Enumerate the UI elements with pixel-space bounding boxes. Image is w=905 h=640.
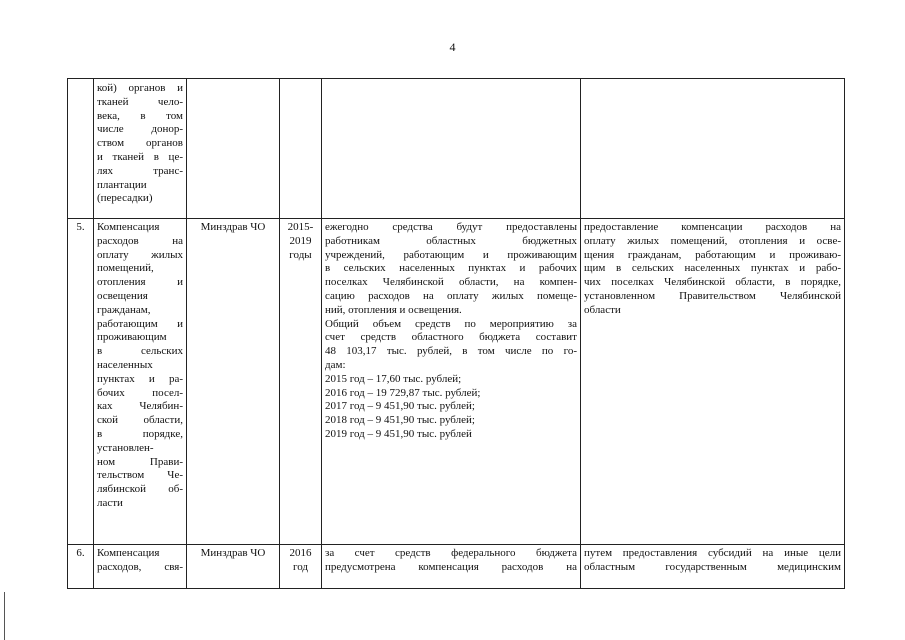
description-cell xyxy=(322,79,581,219)
text-line: пунктах и ра- xyxy=(97,372,183,385)
text-line: предусмотрена компенсация расходов на xyxy=(325,560,577,573)
text-line: ласти xyxy=(97,496,123,509)
text-line: освещения xyxy=(97,289,148,302)
executor-cell xyxy=(187,79,280,219)
result-cell xyxy=(581,545,845,589)
text-line: отопления и xyxy=(97,276,183,289)
text-line: лябинской об- xyxy=(97,483,183,496)
text-line: год xyxy=(292,560,309,573)
text-line: числе донор- xyxy=(97,123,183,136)
text-line: гражданам, xyxy=(97,303,151,316)
text-line: ежегодно средства будут предоставлены xyxy=(325,221,577,233)
text-line: работникам областных бюджетных xyxy=(325,234,577,247)
text-line: чих поселках Челябинской области, в порядке, xyxy=(584,276,841,289)
table-row-6 xyxy=(68,545,845,589)
text-line: установлен- xyxy=(97,441,154,454)
text-line: в сельских xyxy=(97,345,183,358)
text-line: кой) органов и xyxy=(97,82,183,94)
executor-cell: Минздрав ЧО xyxy=(187,219,280,545)
text-line: лях транс- xyxy=(97,164,183,177)
text-line: и тканей в це- xyxy=(97,150,183,163)
text-line: проживающим xyxy=(97,331,167,344)
table-row-continuation xyxy=(68,79,845,219)
text-line: тканей чело- xyxy=(97,95,183,108)
text-line: 2019 год – 9 451,90 тыс. рублей xyxy=(325,427,472,440)
measures-table xyxy=(67,78,845,589)
number-cell: 5. xyxy=(68,219,94,545)
text-line: плантации xyxy=(97,178,147,191)
text-line: ках Челябин- xyxy=(97,400,183,413)
text-line: сацию расходов на оплату жилых помеще- xyxy=(325,289,577,302)
text-line: работающим и xyxy=(97,317,183,330)
description-cell xyxy=(322,545,581,589)
text-line: дам: xyxy=(325,358,346,371)
text-line: оплату жилых xyxy=(97,248,183,261)
text-line: годы xyxy=(289,248,312,261)
text-line: путем предоставления субсидий на иные цели xyxy=(584,547,841,559)
years-cell xyxy=(280,79,322,219)
text-line: установленном Правительством Челябинской xyxy=(584,289,841,302)
text-line: ном Прави- xyxy=(97,455,183,468)
measure-name-cell xyxy=(94,79,187,219)
text-line: населенных xyxy=(97,358,153,371)
text-line: 2015 год – 17,60 тыс. рублей; xyxy=(325,372,462,385)
text-line: 2016 год – 19 729,87 тыс. рублей; xyxy=(325,386,481,399)
executor-cell: Минздрав ЧО xyxy=(187,545,280,589)
text-line: за счет средств федерального бюджета xyxy=(325,547,577,559)
text-line: поселках Челябинской области, на компен- xyxy=(325,276,577,289)
text-line: 2015- xyxy=(287,221,314,233)
measure-name-cell xyxy=(94,545,187,589)
text-line: 2018 год – 9 451,90 тыс. рублей; xyxy=(325,414,475,427)
text-line: в порядке, xyxy=(97,427,183,440)
text-line: ской области, xyxy=(97,414,183,427)
years-cell xyxy=(280,545,322,589)
text-line: тельством Че- xyxy=(97,469,183,482)
text-line: расходов на xyxy=(97,234,183,247)
number-cell: 6. xyxy=(68,545,94,589)
page-number: 4 xyxy=(449,40,456,54)
text-line: 2016 xyxy=(289,547,312,559)
years-cell xyxy=(280,219,322,545)
text-line: века, в том xyxy=(97,109,183,122)
text-line: оплату жилых помещений, отопления и осве- xyxy=(584,234,841,247)
text-line: щим в сельских населенных пунктах и рабо- xyxy=(584,262,841,275)
text-line: учреждений, работающим и проживающим xyxy=(325,248,577,261)
text-line: Компенсация xyxy=(97,221,160,233)
measure-name-cell xyxy=(94,219,187,545)
text-line: ний, отопления и освещения. xyxy=(325,303,462,316)
text-line: (пересадки) xyxy=(97,192,153,205)
scan-margin-line xyxy=(4,592,5,640)
text-line: ством органов xyxy=(97,137,183,150)
text-line: Общий объем средств по мероприятию за xyxy=(325,317,577,330)
text-line: области xyxy=(584,303,621,316)
text-line: 48 103,17 тыс. рублей, в том числе по го- xyxy=(325,345,577,358)
text-line: помещений, xyxy=(97,262,154,275)
text-line: расходов, свя- xyxy=(97,560,183,573)
text-line: счет средств областного бюджета составит xyxy=(325,331,577,344)
text-line: областным государственным медицинским xyxy=(584,560,841,573)
text-line: Компенсация xyxy=(97,547,160,559)
text-line: предоставление компенсации расходов на xyxy=(584,221,841,233)
text-line: щения гражданам, работающим и проживаю- xyxy=(584,248,841,261)
number-cell xyxy=(68,79,94,219)
text-line: 2019 xyxy=(289,234,312,247)
result-cell xyxy=(581,219,845,545)
table-row-5 xyxy=(68,219,845,545)
description-cell xyxy=(322,219,581,545)
text-line: в сельских населенных пунктах и рабочих xyxy=(325,262,577,275)
text-line: бочих посел- xyxy=(97,386,183,399)
text-line: 2017 год – 9 451,90 тыс. рублей; xyxy=(325,400,475,413)
result-cell xyxy=(581,79,845,219)
